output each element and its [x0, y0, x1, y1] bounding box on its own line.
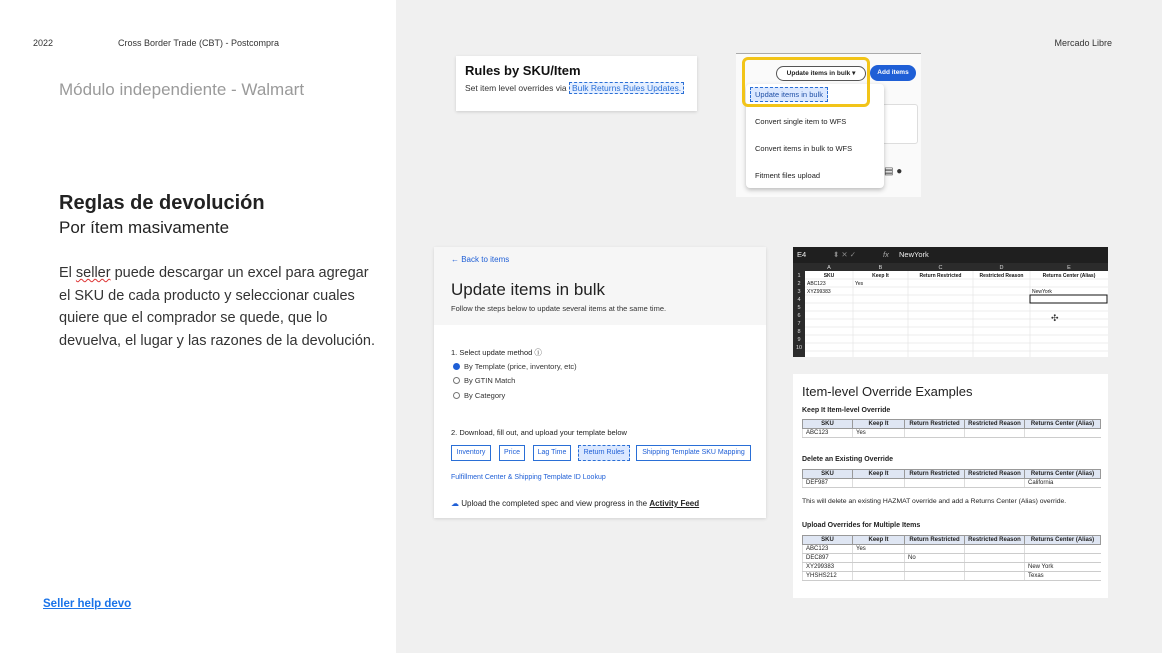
multiple-overrides-table: [802, 535, 1101, 581]
radio-by-category-label: By Category: [464, 391, 506, 400]
row-number: 2: [797, 281, 801, 287]
activity-feed-link[interactable]: Activity Feed: [649, 499, 700, 508]
radio-by-gtin[interactable]: [453, 376, 515, 385]
table-cell: [905, 545, 965, 554]
keep-it-table: [802, 419, 1101, 438]
table-header-cell: Returns Center (Alias): [1025, 470, 1101, 479]
table-cell: [1025, 545, 1101, 554]
table-cell: [1025, 429, 1101, 438]
table-row: [803, 479, 1101, 488]
table-header-cell: Returns Center (Alias): [1025, 536, 1101, 545]
spreadsheet: [793, 247, 1108, 357]
inventory-template-button[interactable]: Inventory: [451, 445, 491, 461]
table-cell: California: [1025, 479, 1101, 488]
override-examples-card: [793, 374, 1108, 598]
table-header-cell: Return Restricted: [905, 420, 965, 429]
radio-by-template-label: By Template (price, inventory, etc): [464, 362, 577, 371]
radio-selected-icon: [453, 363, 460, 370]
delete-override-table: [802, 469, 1101, 488]
row-number: 6: [797, 313, 801, 319]
table-cell: YHSHS212: [803, 572, 853, 581]
table-header-row: [803, 420, 1101, 429]
table-header-cell: Restricted Reason: [965, 470, 1025, 479]
sheet-cell: Yes: [855, 281, 864, 287]
table-row: [803, 563, 1101, 572]
row-number: 7: [797, 321, 801, 327]
row-number: 4: [797, 297, 801, 303]
multiple-section-title: Upload Overrides for Multiple Items: [802, 522, 921, 529]
table-cell: DEF987: [803, 479, 853, 488]
table-header-cell: Restricted Reason: [965, 420, 1025, 429]
formula-bar: [793, 247, 1108, 263]
table-cell: Yes: [853, 429, 905, 438]
radio-by-category[interactable]: [453, 391, 505, 400]
row-number: 1: [797, 273, 801, 279]
table-header-cell: SKU: [803, 470, 853, 479]
override-title: Item-level Override Examples: [802, 384, 973, 399]
cloud-upload-icon: ☁: [451, 499, 459, 508]
update-description: Follow the steps below to update several items at the same time.: [451, 304, 667, 313]
table-cell: [905, 479, 965, 488]
rules-text: [465, 83, 684, 93]
selected-cell: [1030, 295, 1107, 303]
table-cell: Yes: [853, 545, 905, 554]
update-items-card: [434, 247, 766, 518]
sheet-cell: NewYork: [1032, 289, 1052, 295]
table-cell: ABC123: [803, 545, 853, 554]
table-row: [803, 545, 1101, 554]
column-letter: D: [999, 265, 1004, 271]
step2-label: 2. Download, fill out, and upload your template below: [451, 428, 627, 437]
column-letter: C: [938, 265, 943, 271]
bulk-returns-link[interactable]: Bulk Returns Rules Updates.: [569, 82, 684, 94]
header-title: Cross Border Trade (CBT) - Postcompra: [118, 38, 280, 48]
menu-item-fitment-upload[interactable]: Fitment files upload: [755, 171, 821, 180]
fx-icon: fx: [883, 250, 889, 259]
table-cell: [905, 429, 965, 438]
table-header-cell: Returns Center (Alias): [1025, 420, 1101, 429]
keep-it-section-title: Keep It Item-level Override: [802, 407, 891, 414]
header-year: 2022: [33, 38, 54, 48]
body-text: [59, 262, 377, 352]
info-icon: ●: [896, 166, 903, 177]
shipping-template-button[interactable]: Shipping Template SKU Mapping: [636, 445, 751, 461]
radio-by-gtin-label: By GTIN Match: [464, 376, 516, 385]
radio-by-template[interactable]: [453, 362, 577, 371]
section-subtitle: Por ítem masivamente: [59, 218, 230, 237]
return-rules-template-button[interactable]: Return Rules: [578, 445, 630, 461]
rules-text-label: Set item level overrides via: [465, 83, 569, 93]
table-row: [803, 554, 1101, 563]
column-letter: E: [1067, 265, 1071, 271]
left-panel: [0, 0, 396, 653]
table-cell: No: [905, 554, 965, 563]
sheet-header-cell: Return Restricted: [919, 273, 962, 279]
step1-label: 1. Select update method ⓘ: [451, 348, 542, 357]
upload-text: Upload the completed spec and view progress in the: [461, 499, 650, 508]
formula-value[interactable]: NewYork: [899, 250, 929, 259]
table-cell: New York: [1025, 563, 1101, 572]
highlight-box: [742, 57, 870, 107]
add-items-button[interactable]: Add items: [870, 65, 916, 81]
fulfillment-lookup-link[interactable]: Fulfillment Center & Shipping Template ID Lookup: [451, 474, 606, 481]
update-card-header: [434, 247, 766, 325]
table-header-cell: Keep It: [853, 536, 905, 545]
upload-instructions: [451, 499, 699, 508]
table-cell: [905, 563, 965, 572]
radio-icon: [453, 392, 460, 399]
row-number: 5: [797, 305, 801, 311]
body-text-rest: puede descargar un excel para agregar el SKU de cada producto y seleccionar cuales quiere que el comprador se quede, que lo devuelva, el lugar y las razones de la devolución.: [59, 265, 375, 349]
table-cell: [965, 429, 1025, 438]
rules-title: Rules by SKU/Item: [465, 63, 581, 78]
table-cell: [965, 554, 1025, 563]
spreadsheet-grid: [793, 263, 1108, 357]
table-cell: [853, 554, 905, 563]
header-brand: Mercado Libre: [1054, 38, 1112, 48]
back-to-items-link[interactable]: ← Back to items: [451, 255, 510, 264]
table-row: [803, 572, 1101, 581]
delete-note: This will delete an existing HAZMAT override and add a Returns Center (Alias) override.: [802, 498, 1067, 505]
price-template-button[interactable]: Price: [499, 445, 525, 461]
table-header-cell: Return Restricted: [905, 470, 965, 479]
module-title: Módulo independiente - Walmart: [59, 80, 305, 99]
row-number: 9: [797, 337, 801, 343]
cell-reference: E4: [797, 250, 807, 259]
table-cell: [965, 563, 1025, 572]
row-number: 3: [797, 289, 801, 295]
column-letter: B: [878, 265, 883, 271]
menu-item-update-bulk[interactable]: Update items in bulk: [750, 87, 828, 102]
table-row: [803, 429, 1101, 438]
chevron-down-icon: ▾: [852, 70, 856, 77]
column-letter: A: [827, 265, 831, 271]
table-header-row: [803, 470, 1101, 479]
body-text-start: El: [59, 265, 76, 281]
table-header-cell: Restricted Reason: [965, 536, 1025, 545]
table-cell: [905, 572, 965, 581]
table-header-cell: SKU: [803, 536, 853, 545]
row-number: 10: [795, 345, 803, 351]
update-title: Update items in bulk: [451, 280, 606, 299]
sheet-cell: XYZ99383: [807, 289, 831, 295]
table-cell: [965, 572, 1025, 581]
menu-card: [736, 53, 921, 197]
table-header-cell: Keep It: [853, 470, 905, 479]
table-header-cell: Return Restricted: [905, 536, 965, 545]
table-cell: [853, 479, 905, 488]
menu-item-convert-single[interactable]: Convert single item to WFS: [755, 117, 847, 126]
sheet-cell: ABC123: [807, 281, 826, 287]
update-items-bulk-label: Update items in bulk: [786, 70, 851, 77]
section-title: Reglas de devolución: [59, 192, 265, 214]
row-number: 8: [797, 329, 801, 335]
seller-help-link[interactable]: Seller help devo: [43, 598, 132, 610]
cursor-icon: ✣: [1051, 314, 1059, 324]
table-cell: DEC897: [803, 554, 853, 563]
delete-section-title: Delete an Existing Override: [802, 456, 894, 463]
table-header-row: [803, 536, 1101, 545]
radio-icon: [453, 377, 460, 384]
table-header-cell: SKU: [803, 420, 853, 429]
table-cell: XY299383: [803, 563, 853, 572]
clipboard-icon: ▤ ●: [884, 166, 903, 177]
lag-time-template-button[interactable]: Lag Time: [533, 445, 571, 461]
table-cell: [853, 572, 905, 581]
menu-item-convert-bulk[interactable]: Convert items in bulk to WFS: [755, 144, 853, 153]
table-cell: [965, 479, 1025, 488]
formula-controls-icon: ⬍ ✕ ✓: [833, 250, 857, 259]
sheet-header-cell: Keep It: [872, 273, 889, 279]
table-cell: [853, 563, 905, 572]
sheet-header-cell: Restricted Reason: [979, 273, 1024, 279]
sheet-header-cell: Returns Center (Alias): [1042, 273, 1096, 279]
sheet-header-cell: SKU: [823, 273, 835, 279]
table-cell: Texas: [1025, 572, 1101, 581]
table-header-cell: Keep It: [853, 420, 905, 429]
rules-card: [456, 56, 697, 111]
table-cell: [965, 545, 1025, 554]
table-cell: [1025, 554, 1101, 563]
column-header-bar: [793, 263, 1108, 271]
body-text-seller: seller: [75, 265, 111, 281]
table-cell: ABC123: [803, 429, 853, 438]
